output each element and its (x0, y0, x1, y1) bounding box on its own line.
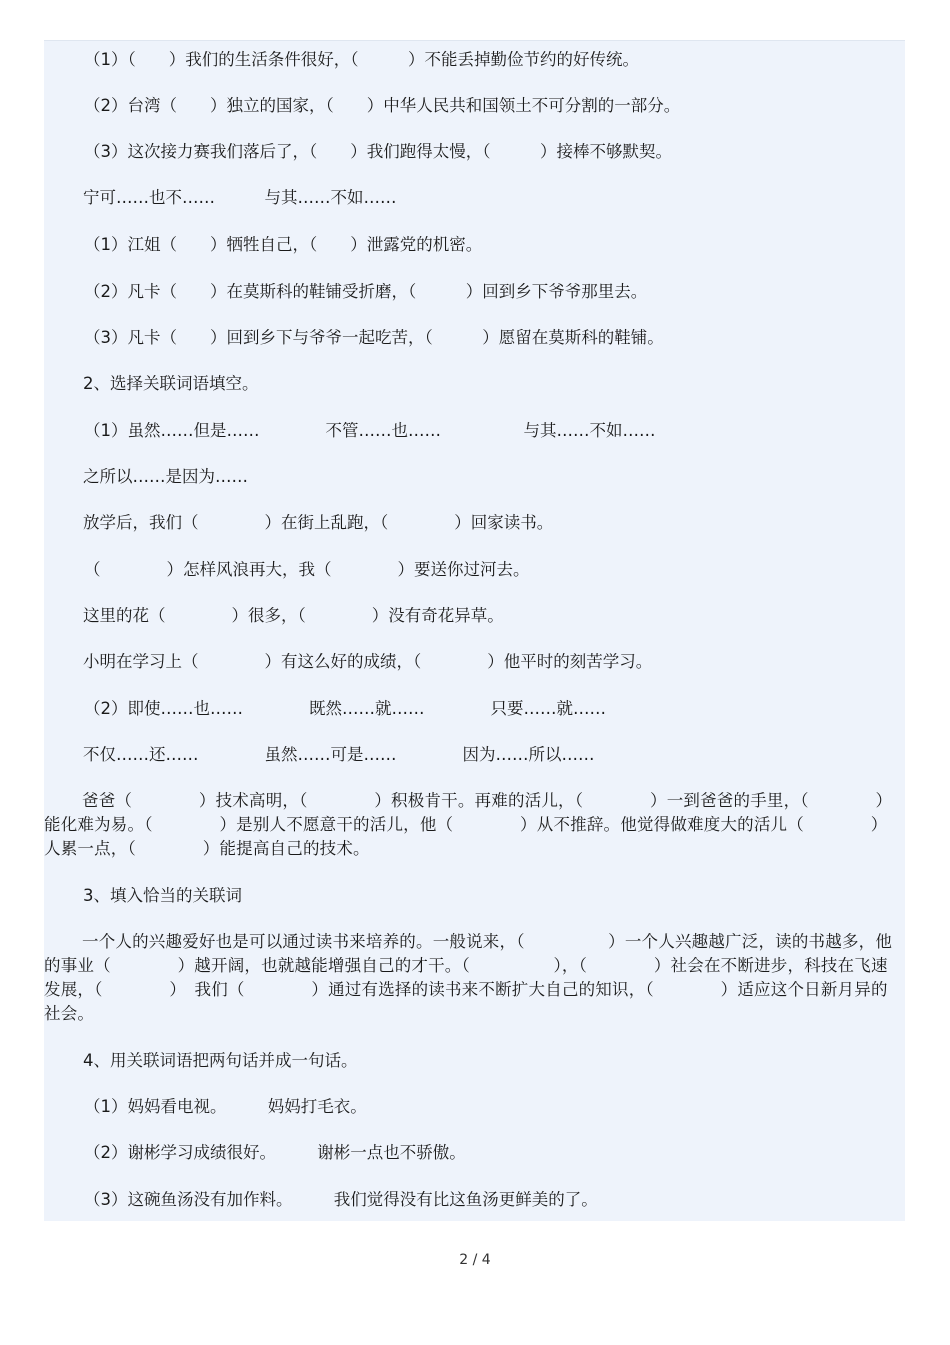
section-heading: 3、填入恰当的关联词 (83, 886, 242, 905)
question-line: （2）凡卡（ ）在莫斯科的鞋铺受折磨，（ ）回到乡下爷爷那里去。 (84, 282, 648, 301)
paragraph-reading: 一个人的兴趣爱好也是可以通过读书来培养的。一般说来，（ ）一个人兴趣越广泛，读的书越多，他的事业（ ）越开阔，也就越能增强自己的才干。（ ），（ ）社会在不断进步，科技在飞速发展，（ ） 我们（ ）通过有选择的读书来不断扩大自己的知识，（ ）适应这个日新月异的社会。 (44, 932, 893, 1023)
section-heading: 4、用关联词语把两句话并成一句话。 (83, 1051, 358, 1070)
paragraph-father: 爸爸（ ）技术高明，（ ）积极肯干。再难的活儿，（ ）一到爸爸的手里，（ ）能化难为易。（ ）是别人不愿意干的活儿，他（ ）从不推辞。他觉得做难度大的活儿（ ）人累一点，（ ）能提高自己的技术。 (44, 791, 893, 858)
question-line: 小明在学习上（ ）有这么好的成绩，（ ）他平时的刻苦学习。 (83, 652, 653, 671)
word-options: （2）即使……也…… 既然……就…… 只要……就…… (84, 699, 606, 718)
question-line: （3）凡卡（ ）回到乡下与爷爷一起吃苦，（ ）愿留在莫斯科的鞋铺。 (84, 328, 664, 347)
page-sheet (44, 40, 905, 1221)
question-line: （3）这次接力赛我们落后了，（ ）我们跑得太慢，（ ）接棒不够默契。 (84, 142, 672, 161)
question-line: （1）（ ）我们的生活条件很好，（ ）不能丢掉勤俭节约的好传统。 (84, 50, 639, 69)
word-options: 宁可……也不…… 与其……不如…… (83, 188, 397, 207)
question-line: 这里的花（ ）很多，（ ）没有奇花异草。 (83, 606, 504, 625)
question-line: （3）这碗鱼汤没有加作料。 我们觉得没有比这鱼汤更鲜美的了。 (84, 1190, 598, 1209)
question-line: （ ）怎样风浪再大，我（ ）要送你过河去。 (84, 560, 530, 579)
question-line: 放学后，我们（ ）在街上乱跑，（ ）回家读书。 (83, 513, 554, 532)
word-options: 之所以……是因为…… (83, 467, 248, 486)
question-line: （1）妈妈看电视。 妈妈打毛衣。 (84, 1097, 367, 1116)
word-options: （1）虽然……但是…… 不管……也…… 与其……不如…… (84, 421, 656, 440)
page-number: 2 / 4 (459, 1252, 491, 1268)
word-options: 不仅……还…… 虽然……可是…… 因为……所以…… (83, 745, 595, 764)
question-line: （2）台湾（ ）独立的国家，（ ）中华人民共和国领土不可分割的一部分。 (84, 96, 681, 115)
question-line: （1）江姐（ ）牺牲自己，（ ）泄露党的机密。 (84, 235, 483, 254)
question-line: （2）谢彬学习成绩很好。 谢彬一点也不骄傲。 (84, 1143, 466, 1162)
section-heading: 2、选择关联词语填空。 (83, 374, 259, 393)
